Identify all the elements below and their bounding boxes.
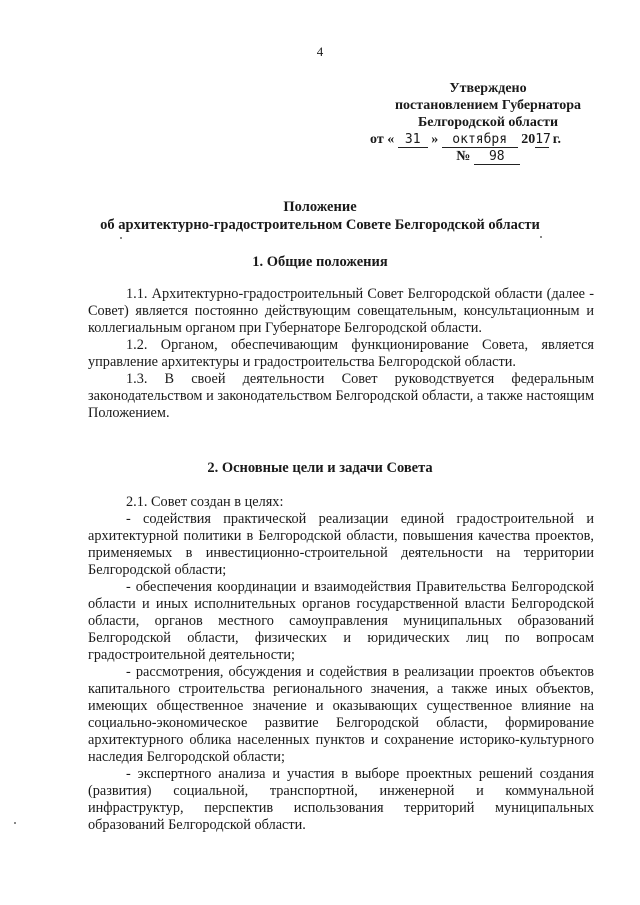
paragraph-1-3: 1.3. В своей деятельности Совет руководствуется федеральным законодательством и законодательством Белгородской области, а также настоящим Положением. — [88, 371, 594, 421]
date-year-suffix: 17 — [535, 132, 551, 147]
scan-speck — [14, 822, 16, 824]
approval-label: Утверждено — [449, 81, 527, 96]
scan-speck — [120, 237, 122, 239]
scan-speck — [540, 236, 542, 238]
list-item-goal-3: - рассмотрения, обсуждения и содействия в реализации проектов объектов капитального строительства регионального значения, а также иных объектов, имеющих общественное значение и оказывающих существенное влияние на социально-экономическое развитие Белгородской области, формирование архитектурного облика населенных пунктов и сохранение историко-культурного наследия Белгородской области; — [88, 664, 594, 765]
page-number: 4 — [316, 44, 324, 59]
approval-date — [368, 131, 608, 148]
number-label: № — [456, 149, 471, 164]
section-1-body — [88, 286, 594, 422]
section-2-heading: 2. Основные цели и задачи Совета — [207, 460, 433, 476]
list-item-goal-4: - экспертного анализа и участия в выборе проектных решений создания (развития) социальной, транспортной, инженерной и коммунальной инфраструктур, перспектив использования территорий муниципальных образований Белгородской области. — [88, 766, 594, 833]
approval-region: Белгородской области — [417, 115, 559, 130]
title-line-2: об архитектурно-градостроительном Совете Белгородской области — [100, 217, 540, 233]
date-month: октября — [442, 133, 518, 148]
document-title — [60, 198, 580, 234]
list-item-goal-1: - содействия практической реализации единой градостроительной и архитектурной политики в Белгородской области, повышения качества проектов, применяемых в инвестиционно-строительной деятельности на территории Белгородской области; — [88, 511, 594, 578]
paragraph-1-1: 1.1. Архитектурно-градостроительный Совет Белгородской области (далее - Совет) является постоянно действующим совещательным, консультационным и коллегиальным органом при Губернаторе Белгородской области. — [88, 286, 594, 336]
number-value: 98 — [474, 150, 520, 165]
title-line-1: Положение — [283, 199, 357, 215]
paragraph-1-2: 1.2. Органом, обеспечивающим функционирование Совета, является управление архитектуры и градостроительства Белгородской области. — [88, 337, 594, 370]
date-mid: » — [431, 132, 439, 147]
section-1-heading: 1. Общие положения — [252, 254, 388, 270]
approval-block — [368, 80, 608, 165]
paragraph-2-1: 2.1. Совет создан в целях: — [126, 494, 284, 510]
approval-number — [368, 148, 608, 165]
section-2-body — [88, 494, 594, 834]
date-year-end: г. — [552, 132, 561, 147]
date-year-prefix: 20 — [521, 132, 536, 147]
list-item-goal-2: - обеспечения координации и взаимодействия Правительства Белгородской области и иных исполнительных органов государственной власти Белгородской области, органов местного самоуправления муниципальных образований Белгородской области, физических и юридических лиц по вопросам градостроительной деятельности; — [88, 579, 594, 663]
approval-decree: постановлением Губернатора — [394, 98, 582, 113]
date-day: 31 — [398, 133, 428, 148]
date-prefix: от « — [370, 132, 395, 147]
